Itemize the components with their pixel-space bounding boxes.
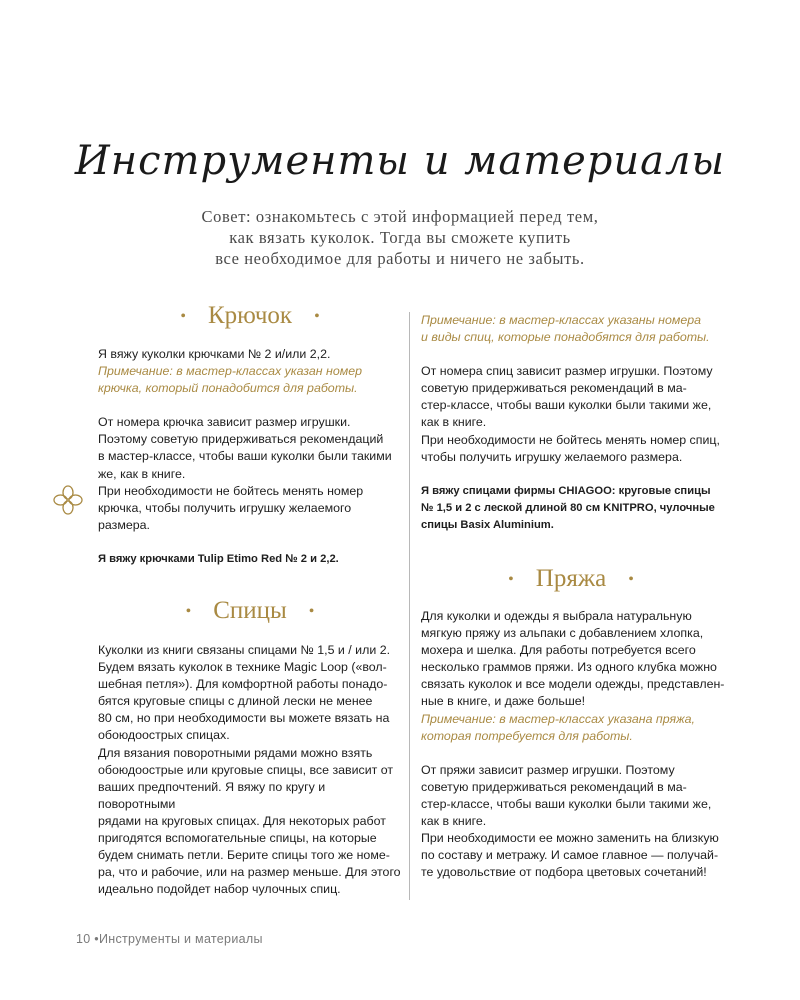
yarn-heading — [421, 565, 721, 593]
yarn-para: те удовольствие от подбора цветовых сочетаний! — [421, 865, 707, 880]
needles-para: идеально подойдет набор чулочных спиц. — [98, 882, 341, 897]
needles-note: и виды спиц, которые понадобятся для работы. — [421, 330, 710, 345]
needles-para: обоюдоострые или круговые спицы, все зависит от — [98, 762, 394, 777]
needles-brand: Я вяжу спицами фирмы CHIAGOO: круговые спицы — [421, 484, 711, 497]
intro-tip — [150, 206, 650, 269]
column-divider — [409, 312, 410, 900]
needles-para: обоюдоострых спицах. — [98, 728, 230, 743]
needles-para: шебная петля»). Для комфортной работы понадо- — [98, 677, 388, 692]
yarn-note: которая потребуется для работы. — [421, 728, 633, 743]
yarn-note: Примечание: в мастер-классах указана пряжа, — [421, 711, 695, 726]
hooks-section — [98, 346, 398, 568]
needles-section — [98, 642, 403, 898]
needles-para: рядами на круговых спицах. Для некоторых работ — [98, 813, 386, 828]
needles-para: ра, что и рабочие, или на размер меньше. Для этого — [98, 865, 401, 880]
yarn-para: мягкую пряжу из альпаки с добавлением хлопка, — [421, 626, 704, 641]
footer-bullet: • — [94, 932, 99, 946]
footer-section: Инструменты и материалы — [98, 932, 263, 946]
heading-bullet-icon: • — [314, 308, 320, 326]
page-number: 10 — [76, 932, 91, 946]
intro-line: все необходимое для работы и ничего не забыть. — [215, 249, 585, 268]
needles-brand: спицы Basix Aluminium. — [421, 518, 554, 531]
needles-brand: № 1,5 и 2 с леской длиной 80 см KNITPRO, чулочные — [421, 501, 715, 514]
intro-line: как вязать куколок. Тогда вы сможете купить — [229, 228, 571, 247]
needles-para: 80 см, но при необходимости вы можете вязать на — [98, 711, 390, 726]
flower-icon — [52, 484, 84, 516]
yarn-para: Для куколки и одежды я выбрала натуральную — [421, 609, 692, 623]
needles-heading — [100, 597, 400, 625]
yarn-para: как в книге. — [421, 814, 487, 829]
yarn-para: мохера и шелка. Для работы потребуется всего — [421, 643, 696, 658]
hooks-para: крючка, чтобы получить игрушку желаемого — [98, 500, 352, 515]
needles-right-para: стер-классе, чтобы ваши куколки были такими же, — [421, 398, 712, 413]
yarn-para: по составу и метражу. И самое главное — получай- — [421, 848, 719, 863]
yarn-para: От пряжи зависит размер игрушки. Поэтому — [421, 762, 675, 777]
heading-bullet-icon: • — [185, 603, 192, 621]
yarn-para: несколько граммов пряжи. Из одного клубка можно — [421, 660, 717, 675]
needles-para: будем снимать петли. Берите спицы того же номе- — [98, 848, 390, 863]
yarn-para: советую придерживаться рекомендаций в ма- — [421, 779, 687, 794]
heading-bullet-icon: • — [308, 603, 315, 621]
needles-note: Примечание: в мастер-классах указаны номера — [421, 313, 702, 327]
page-title: Инструменты и материалы — [74, 138, 726, 184]
hooks-para: в мастер-классе, чтобы ваши куколки были такими — [98, 449, 392, 464]
yarn-para: связать куколок и все модели одежды, представлен- — [421, 677, 725, 692]
needles-right-para: как в книге. — [421, 415, 487, 430]
yarn-para: ные в книге, и даже больше! — [421, 694, 586, 709]
needles-right-para: При необходимости не бойтесь менять номер спиц, — [421, 432, 720, 447]
needles-right-para: От номера спиц зависит размер игрушки. Поэтому — [421, 364, 713, 379]
hooks-para: же, как в книге. — [98, 466, 186, 481]
hooks-para: размера. — [98, 517, 150, 532]
needles-para: бятся круговые спицы с длиной лески не менее — [98, 694, 373, 709]
hooks-heading — [100, 302, 400, 330]
hooks-para: При необходимости не бойтесь менять номер — [98, 483, 364, 498]
needles-para: Для вязания поворотными рядами можно взять — [98, 745, 373, 760]
yarn-para: стер-классе, чтобы ваши куколки были такими же, — [421, 796, 712, 811]
hooks-para: Поэтому советую придерживаться рекомендаций — [98, 432, 384, 447]
intro-line: Совет: ознакомьтесь с этой информацией перед тем, — [201, 207, 599, 226]
hooks-heading-text: Крючок — [207, 302, 293, 329]
yarn-section — [421, 608, 731, 881]
yarn-heading-text: Пряжа — [535, 565, 607, 592]
heading-bullet-icon: • — [628, 571, 634, 589]
hooks-para: От номера крючка зависит размер игрушки. — [98, 415, 351, 430]
needles-right-para: чтобы получить игрушку желаемого размера. — [421, 449, 683, 464]
heading-bullet-icon: • — [508, 571, 514, 589]
needles-heading-text: Спицы — [213, 597, 287, 624]
heading-bullet-icon: • — [180, 308, 186, 326]
hooks-note: крючка, который понадобится для работы. — [98, 381, 358, 396]
needles-para: пригодятся вспомогательные спицы, на которые — [98, 831, 377, 846]
needles-para: Будем вязать куколок в технике Magic Loop («вол- — [98, 660, 387, 675]
needles-para: Куколки из книги связаны спицами № 1,5 и / или 2. — [98, 643, 391, 657]
yarn-para: При необходимости ее можно заменить на близкую — [421, 831, 719, 846]
hooks-brand: Я вяжу крючками Tulip Etimo Red № 2 и 2,2. — [98, 552, 339, 565]
needles-para: ваших предпочтений. Я вяжу по кругу и поворотными — [98, 779, 326, 811]
needles-continued-section — [421, 312, 726, 534]
needles-right-para: советую придерживаться рекомендаций в ма- — [421, 381, 687, 396]
hooks-line: Я вяжу куколки крючками № 2 и/или 2,2. — [98, 347, 331, 361]
page-footer — [76, 932, 263, 946]
hooks-note: Примечание: в мастер-классах указан номер — [98, 364, 363, 379]
